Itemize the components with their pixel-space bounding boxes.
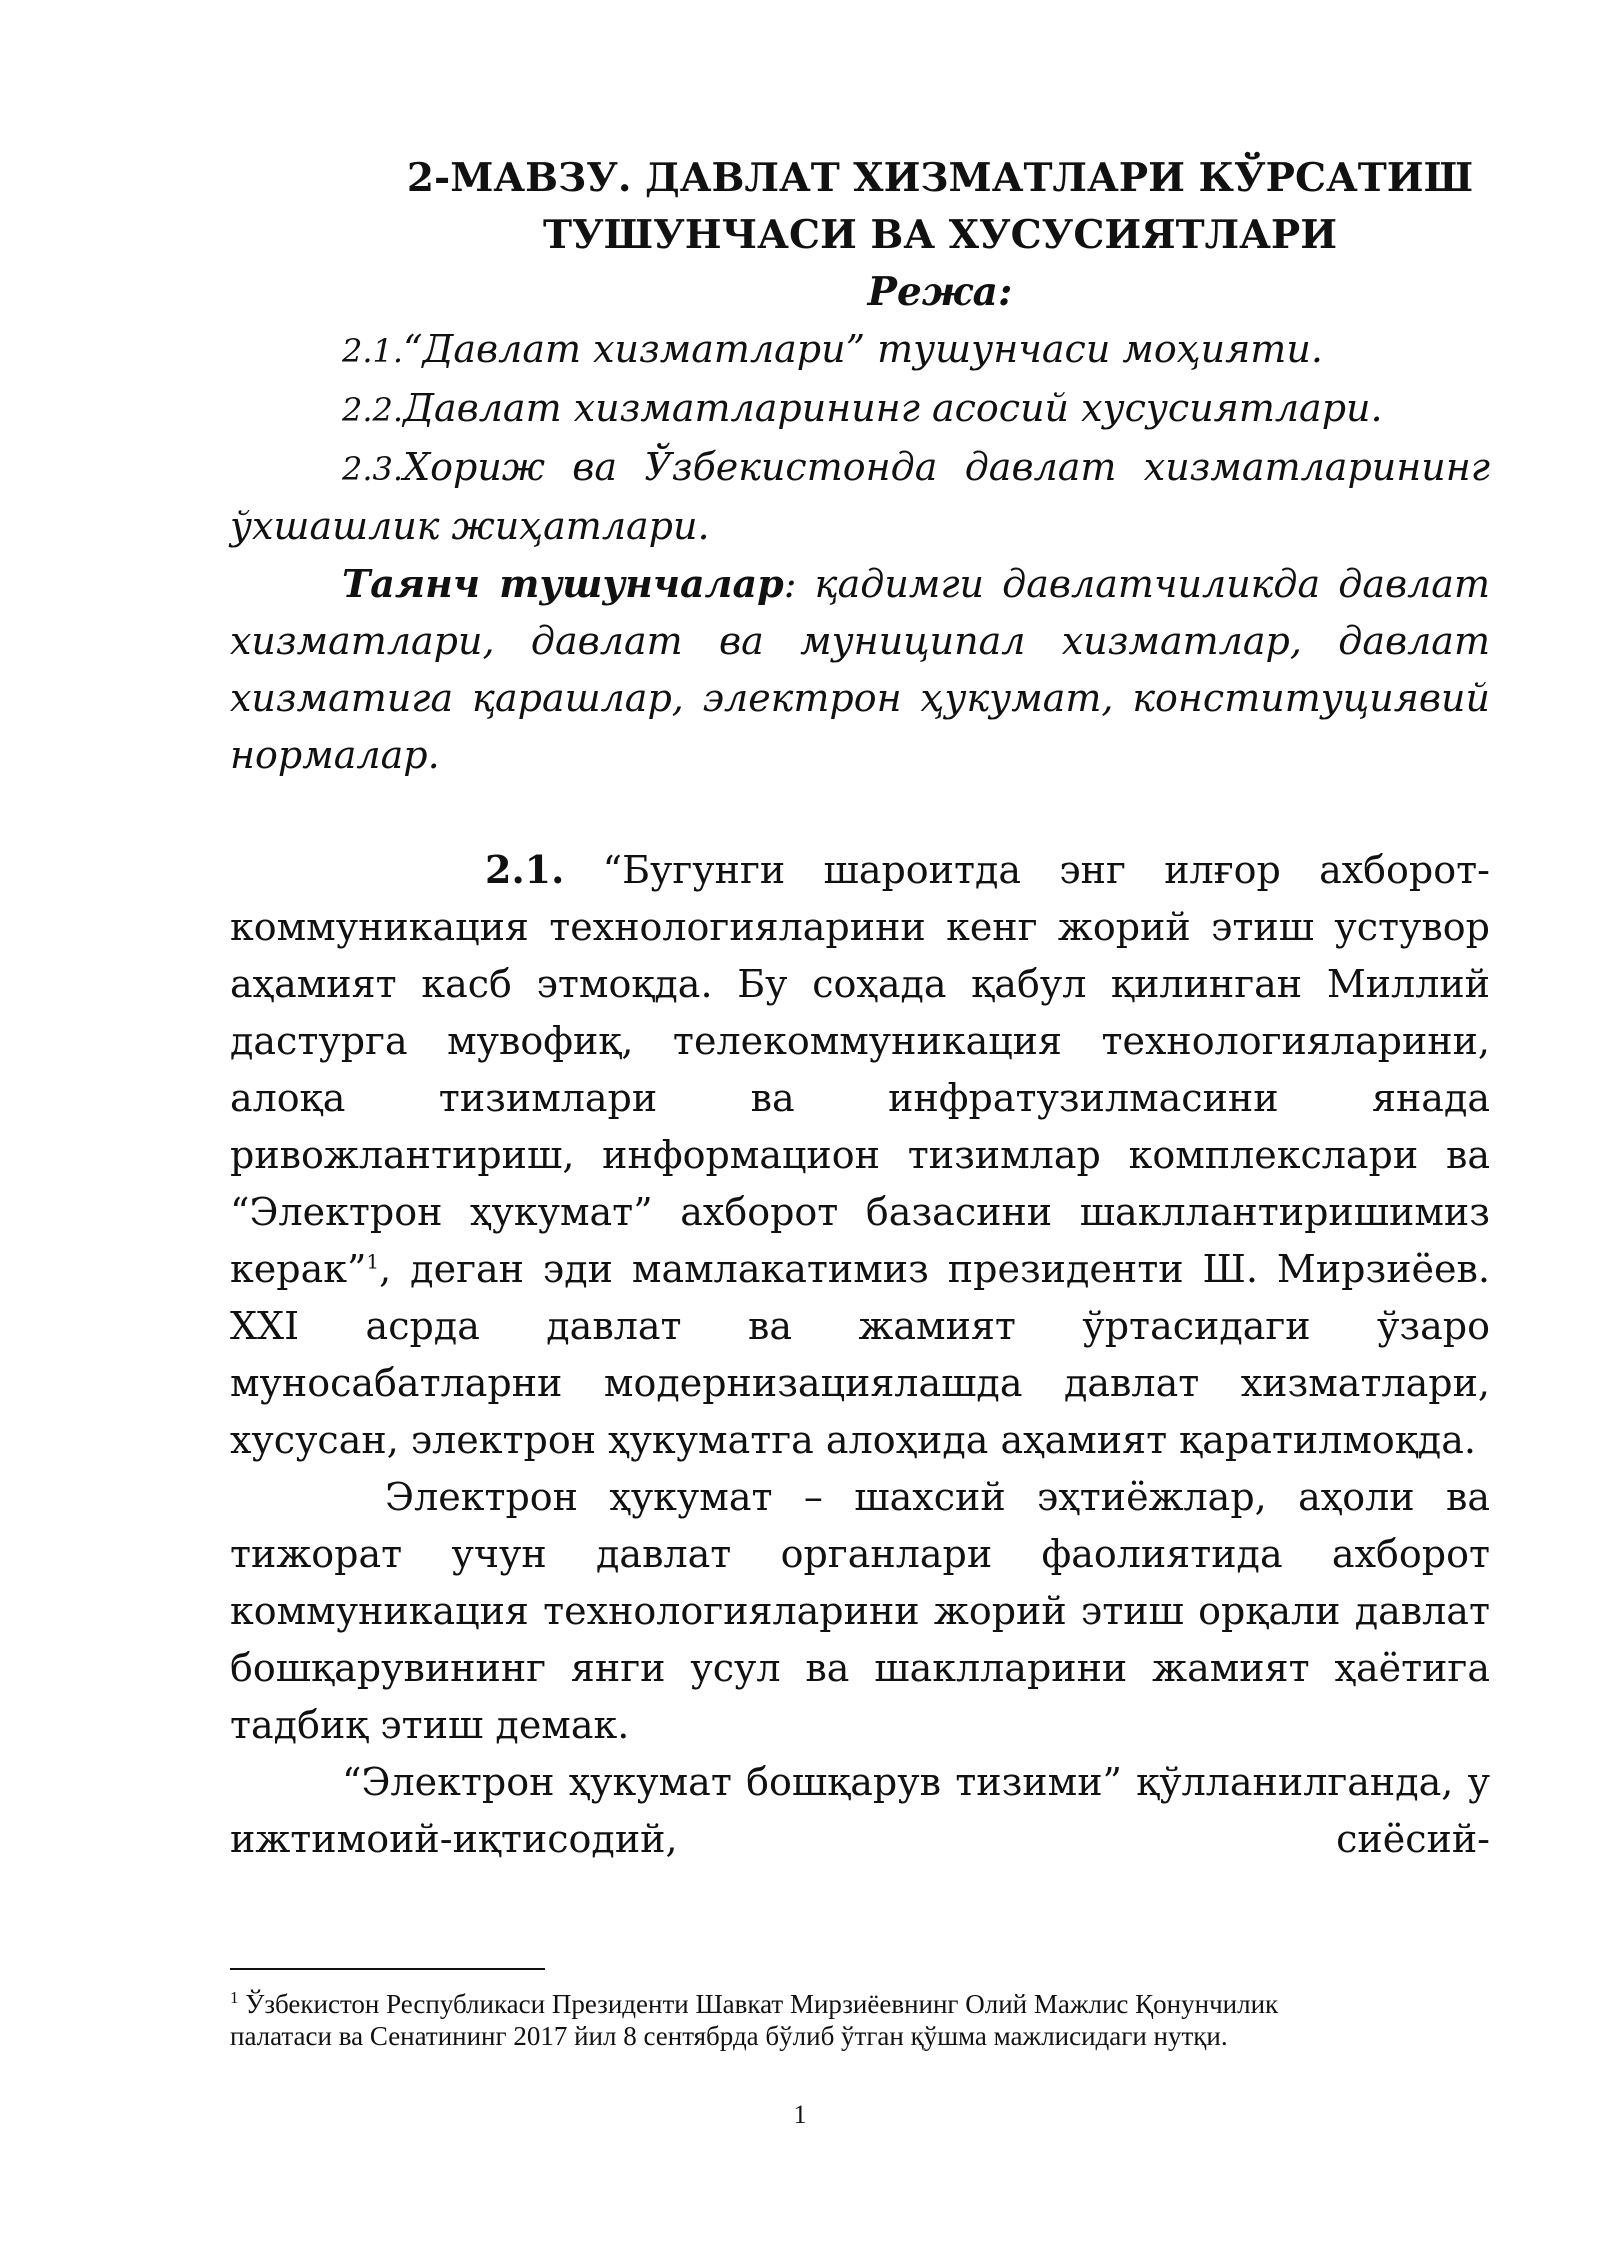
topic-title: [230, 150, 1490, 264]
plan-item-number: 2.1.: [342, 332, 404, 370]
key-concepts-text: қадимги давлатчиликда давлат хизматлари, давлат ва муниципал хизматлар, давлат хизматига қарашлар, электрон ҳукумат, конституциявий нормалар.: [230, 562, 1490, 777]
section-2-1-paragraph-1: [230, 841, 1490, 1469]
plan-item-text: Хориж ва Ўзбекистонда давлат хизматларининг ўхшашлик жиҳатлари.: [230, 445, 1490, 548]
plan-item-text: Давлат хизматларининг асосий хусусиятлари.: [403, 386, 1383, 430]
page-number: 1: [793, 2100, 807, 2129]
page-content: [230, 150, 1490, 1868]
footnote-reference[interactable]: 1: [366, 1249, 380, 1274]
section-2-1-paragraph-2: Электрон ҳукумат – шахсий эҳтиёжлар, аҳоли ва тижорат учун давлат органлари фаолиятида ахборот коммуникация технологияларини жорий этиш орқали давлат бошқарувининг янги усул ва шаклларини жамият ҳаётига тадбиқ этиш демак.: [230, 1475, 1490, 1747]
key-concepts-label: Таянч тушунчалар: [342, 561, 784, 606]
topic-title-line-2: ТУШУНЧАСИ ВА ХУСУСИЯТЛАРИ: [542, 212, 1338, 258]
footnote-separator: [230, 1968, 545, 1970]
plan-item-text: “Давлат хизматлари” тушунчаси моҳияти.: [403, 327, 1323, 371]
key-concepts-colon: :: [783, 562, 797, 606]
section-number: 2.1.: [485, 847, 565, 892]
footnote-text: Ўзбекистон Республикаси Президенти Шавкат Мирзиёевнинг Олий Мажлис Қонунчилик палатаси ва Сенатининг 2017 йил 8 сентябрда бўлиб ўтган қўшма мажлисидаги нутқи.: [230, 1989, 1279, 2051]
plan-item-2-2: [230, 380, 1490, 439]
footnote: [230, 1988, 1350, 2052]
paragraph-1-text-a: “Бугунги шароитда энг илғор ахборот-коммуникация технологияларини кенг жорий этиш устувор аҳамият касб этмоқда. Бу соҳада қабул қилинган Миллий дастурга мувофиқ, телекоммуникация технологияларини, алоқа тизимлари ва инфратузилмасини янада ривожлантириш, информацион тизимлар комплекслари ва “Электрон ҳукумат” ахборот базасини шакллантиришимиз керак”: [230, 848, 1490, 1291]
topic-title-line-1: 2-МАВЗУ. ДАВЛАТ ХИЗМАТЛАРИ КЎРСАТИШ: [406, 155, 1474, 201]
footnote-marker: 1: [230, 1988, 239, 2007]
plan-heading: Режа:: [867, 269, 1013, 315]
plan-item-2-1: [230, 321, 1490, 380]
section-spacer: [230, 784, 1490, 841]
plan-item-number: 2.3.: [342, 450, 404, 488]
plan-item-number: 2.2.: [342, 391, 404, 429]
section-2-1-paragraph-3: “Электрон ҳукумат бошқарув тизими” қўлланилганда, у ижтимоий-иқтисодий, сиёсий-: [230, 1760, 1490, 1861]
plan-item-2-3: [230, 439, 1490, 555]
paragraph-1-text-b: , деган эди мамлакатимиз президенти Ш. Мирзиёев. XXI асрда давлат ва жамият ўртасидаги ўзаро муносабатларни модернизациялашда давлат хизматлари, хусусан, электрон ҳукуматга алоҳида аҳамият қаратилмоқда.: [230, 1247, 1490, 1462]
key-concepts: [230, 555, 1490, 784]
